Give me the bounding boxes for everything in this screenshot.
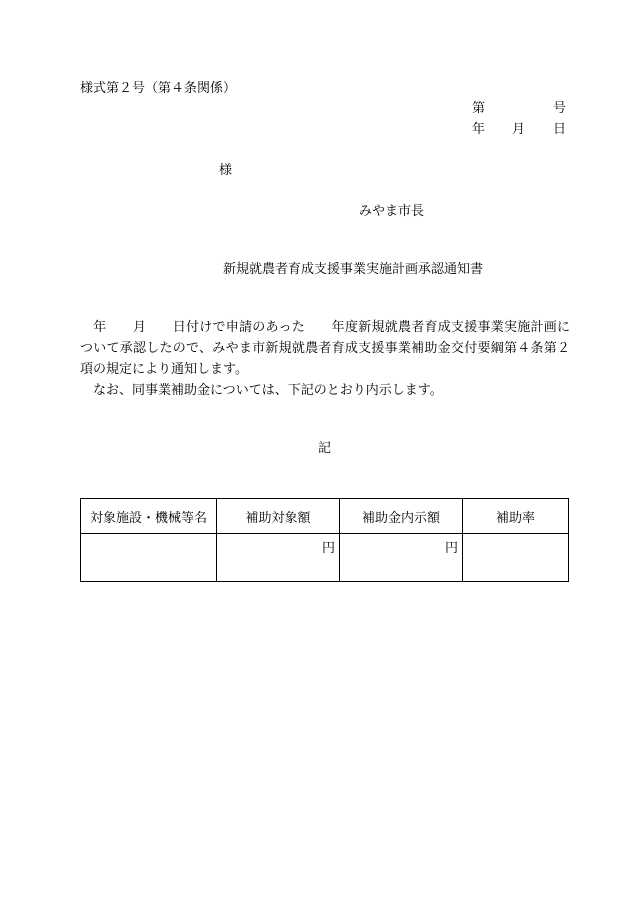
- table-header-row: [81, 499, 569, 534]
- header-subsidy-rate: 補助率: [463, 499, 569, 534]
- form-number: 様式第２号（第４条関係）: [80, 81, 237, 96]
- ki-heading: 記: [318, 441, 332, 456]
- cell-notified-amount-unit: 円: [340, 534, 463, 582]
- date-month: 月: [512, 122, 526, 137]
- document-title: 新規就農者育成支援事業実施計画承認通知書: [223, 262, 484, 277]
- recipient-honorific: 様: [219, 163, 233, 178]
- table-row: [81, 534, 569, 582]
- cell-subsidy-rate: [463, 534, 569, 582]
- header-notified-amount: 補助金内示額: [340, 499, 463, 534]
- document-number-suffix: 号: [553, 101, 567, 116]
- body-text: [80, 317, 570, 401]
- date-day: 日: [553, 122, 567, 137]
- header-facility-name: 対象施設・機械等名: [81, 499, 217, 534]
- cell-eligible-amount-unit: 円: [217, 534, 340, 582]
- body-paragraph-1: 年 月 日付けで申請のあった 年度新規就農者育成支援事業実施計画について承認したので、みやま市新規就農者育成支援事業補助金交付要綱第４条第２項の規定により通知します。: [80, 320, 570, 377]
- document-number-prefix: 第: [472, 101, 486, 116]
- sender-name: みやま市長: [359, 204, 425, 219]
- date-year: 年: [472, 122, 486, 137]
- header-eligible-amount: 補助対象額: [217, 499, 340, 534]
- cell-facility-name: [81, 534, 217, 582]
- body-paragraph-2: なお、同事業補助金については、下記のとおり内示します。: [80, 383, 443, 398]
- subsidy-table: [80, 498, 569, 582]
